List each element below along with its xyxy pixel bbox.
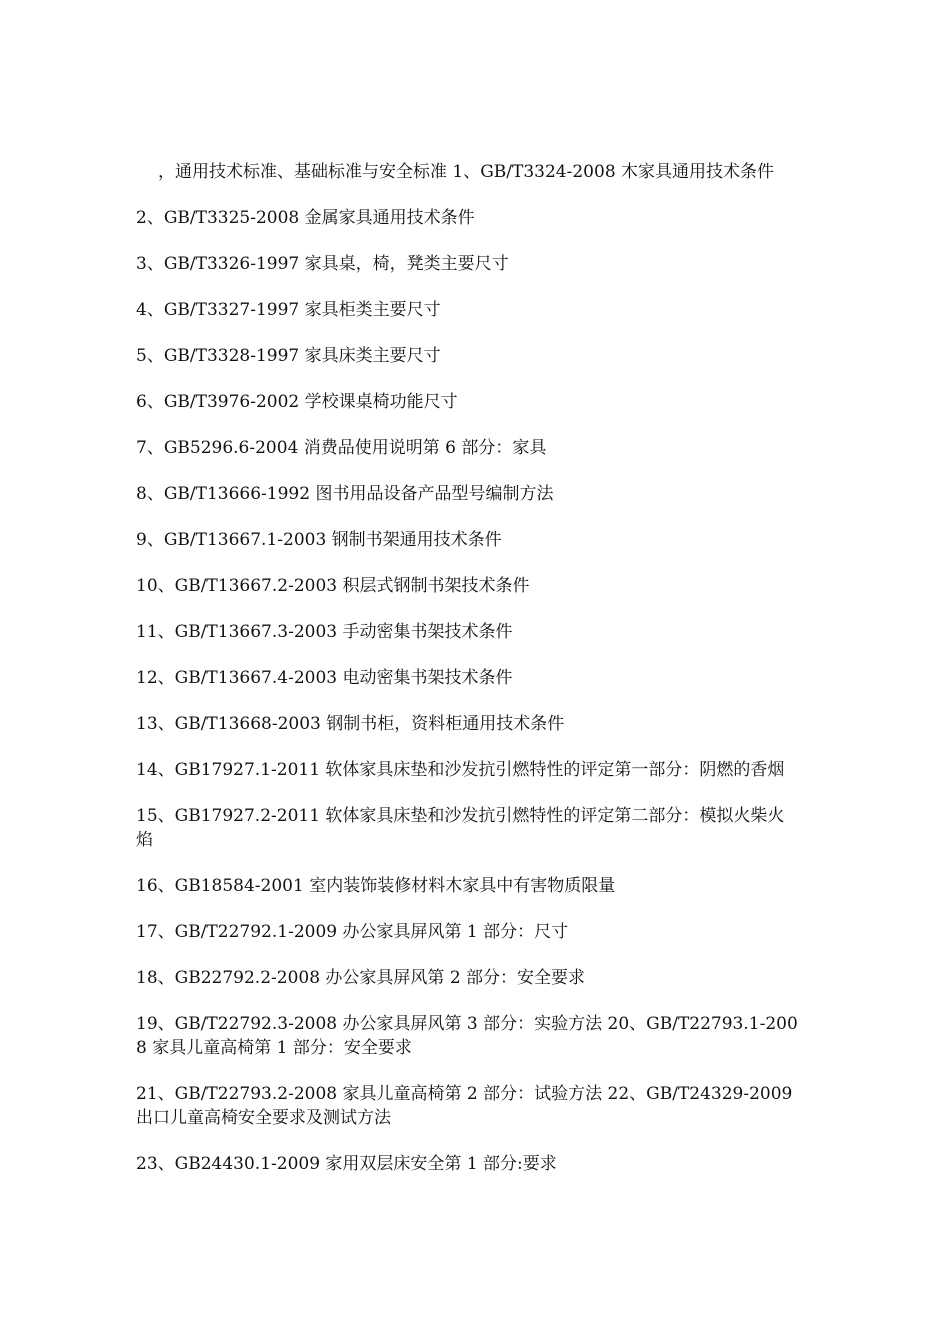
paragraph-item: 5、GB/T3328-1997 家具床类主要尺寸 xyxy=(136,346,441,366)
paragraph-item: 16、GB18584-2001 室内装饰装修材料木家具中有害物质限量 xyxy=(136,876,616,896)
paragraph-item: 18、GB22792.2-2008 办公家具屏风第 2 部分：安全要求 xyxy=(136,968,586,988)
paragraph-item: 23、GB24430.1-2009 家用双层床安全第 1 部分:要求 xyxy=(136,1154,557,1174)
paragraph-item: 14、GB17927.1-2011 软体家具床垫和沙发抗引燃特性的评定第一部分：阴燃的香烟 xyxy=(136,760,785,780)
paragraph-item: 2、GB/T3325-2008 金属家具通用技术条件 xyxy=(136,208,475,228)
paragraph-item: 10、GB/T13667.2-2003 积层式钢制书架技术条件 xyxy=(136,576,530,596)
paragraph-item: 7、GB5296.6-2004 消费品使用说明第 6 部分：家具 xyxy=(136,438,547,458)
paragraph-item: 11、GB/T13667.3-2003 手动密集书架技术条件 xyxy=(136,622,513,642)
paragraph-item: 13、GB/T13668-2003 钢制书柜，资料柜通用技术条件 xyxy=(136,714,565,734)
paragraph-item: 17、GB/T22792.1-2009 办公家具屏风第 1 部分：尺寸 xyxy=(136,922,569,942)
paragraph-item: 9、GB/T13667.1-2003 钢制书架通用技术条件 xyxy=(136,530,502,550)
paragraph-text: ，通用技术标准、基础标准与安全标准 1、GB/T3324-2008 木家具通用技术条件 xyxy=(158,162,775,182)
paragraph-item: 6、GB/T3976-2002 学校课桌椅功能尺寸 xyxy=(136,392,458,412)
paragraph-item: 12、GB/T13667.4-2003 电动密集书架技术条件 xyxy=(136,668,513,688)
paragraph-item: 3、GB/T3326-1997 家具桌，椅，凳类主要尺寸 xyxy=(136,254,509,274)
paragraph-item: 19、GB/T22792.3-2008 办公家具屏风第 3 部分：实验方法 20、GB/T22793.1-2008 家具儿童高椅第 1 部分：安全要求 xyxy=(136,1014,798,1058)
paragraph-item: 15、GB17927.2-2011 软体家具床垫和沙发抗引燃特性的评定第二部分：模拟火柴火焰 xyxy=(136,806,785,850)
paragraph-item: 4、GB/T3327-1997 家具柜类主要尺寸 xyxy=(136,300,441,320)
paragraph-item: 21、GB/T22793.2-2008 家具儿童高椅第 2 部分：试验方法 22、GB/T24329-2009 出口儿童高椅安全要求及测试方法 xyxy=(136,1084,793,1128)
paragraph-item: 8、GB/T13666-1992 图书用品设备产品型号编制方法 xyxy=(136,484,554,504)
paragraph-intro xyxy=(136,160,798,184)
document-body xyxy=(136,160,798,1198)
